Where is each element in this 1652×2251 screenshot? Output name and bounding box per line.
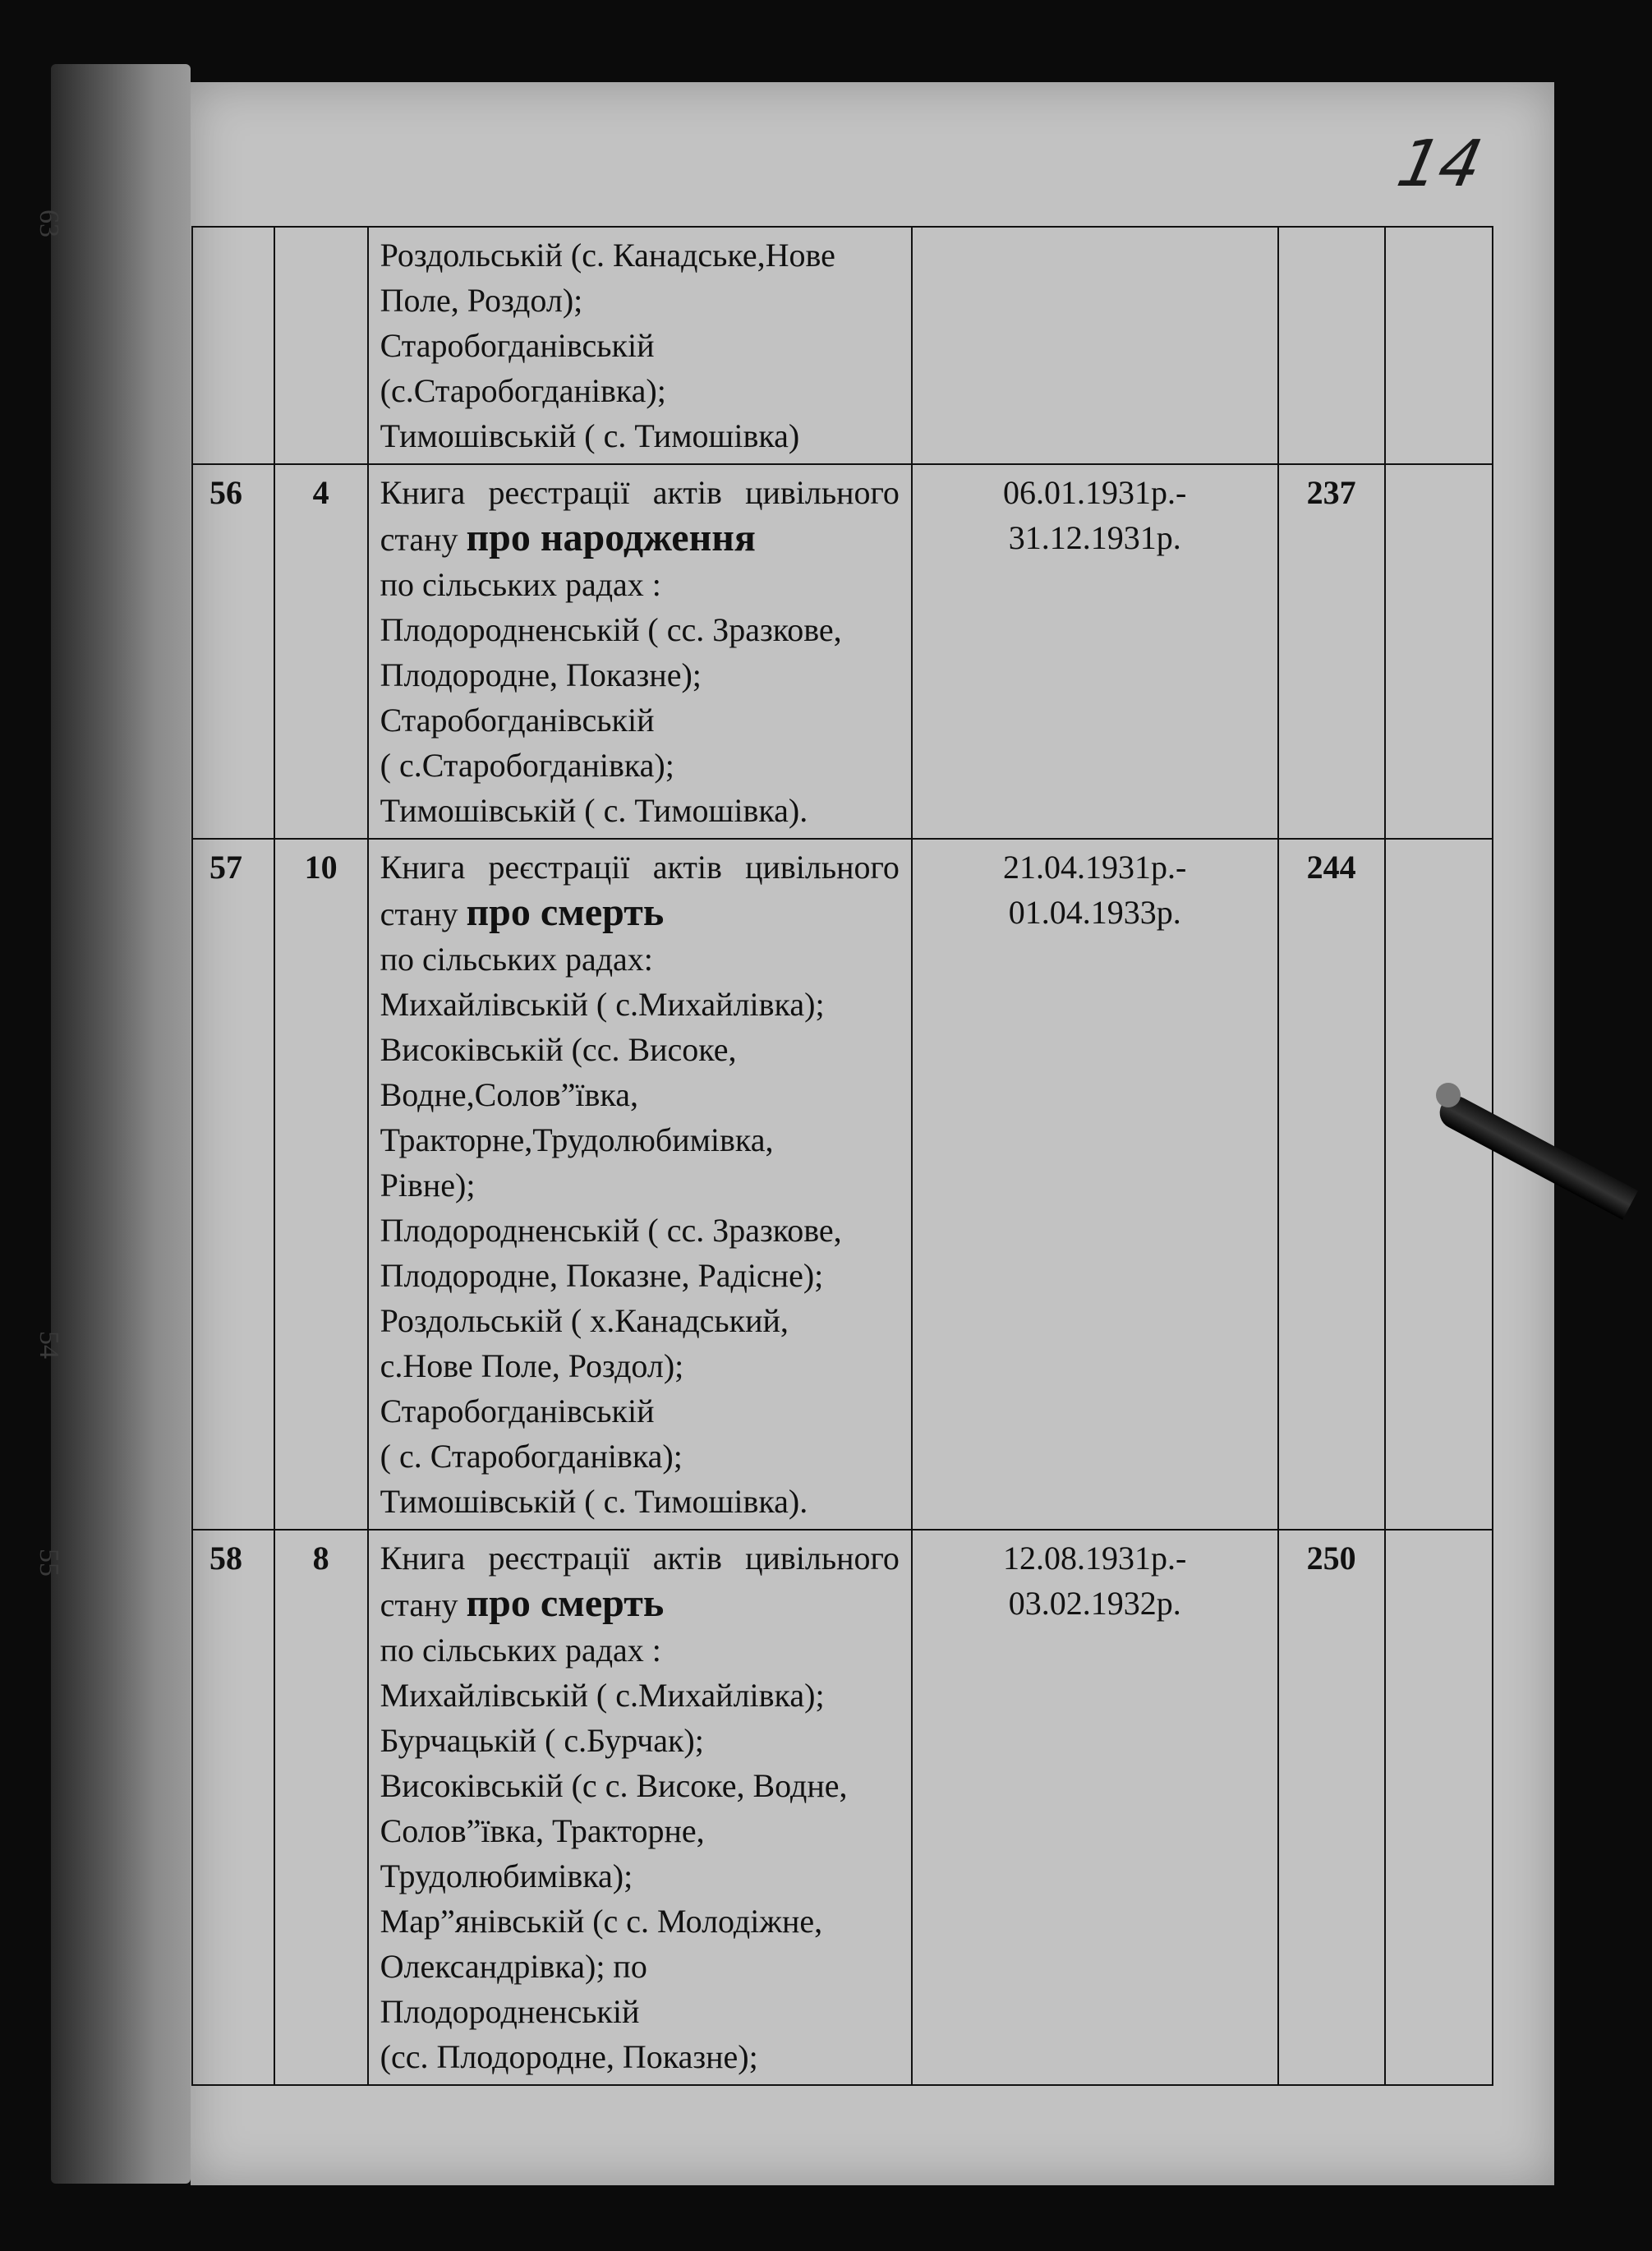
page-number: 14 (1391, 127, 1489, 201)
title-line: Високівській (сс. Високе, (380, 1031, 737, 1068)
title-line: Плодородне, Показне, Радісне); (380, 1257, 824, 1294)
title-line: по сільських радах: (380, 941, 653, 978)
title-line: Тракторне,Трудолюбимівка, (380, 1121, 774, 1158)
title-line: Трудолюбимівка); (380, 1857, 633, 1894)
record-dates: 21.04.1931р.- 01.04.1933р. (912, 839, 1278, 1530)
title-line: Поле, Роздол); (380, 282, 583, 319)
pen-tip (1436, 1083, 1461, 1107)
title-line: Мар”янівській (с с. Молодіжне, (380, 1903, 823, 1940)
title-line: по сільських радах : (380, 566, 661, 603)
title-emphasis: про смерть (466, 1581, 665, 1625)
table-row (192, 227, 1493, 464)
title-text: Книга реєстрації актів цивільного стану (380, 1540, 900, 1623)
title-line: Плодородненській (380, 1993, 640, 2030)
table-row (192, 839, 1493, 1530)
title-line: с.Нове Поле, Роздол); (380, 1347, 684, 1384)
record-title (368, 839, 912, 1530)
record-count: 8 (274, 1530, 368, 2085)
title-line: ( с.Старобогданівка); (380, 747, 674, 784)
record-number: 57 (192, 839, 274, 1530)
spine-mark: 55 (34, 1549, 64, 1577)
title-line: Водне,Солов”ївка, (380, 1076, 638, 1113)
record-pages: 250 (1278, 1530, 1385, 2085)
binding-spine (51, 64, 191, 2184)
title-line: Тимошівській ( с. Тимошівка). (380, 1483, 808, 1520)
title-line: Олександрівка); по (380, 1948, 647, 1985)
record-dates (912, 227, 1278, 464)
title-line: Плодородненській ( сс. Зразкове, (380, 611, 842, 648)
title-line: Тимошівській ( с. Тимошівка). (380, 792, 808, 829)
table-row (192, 1530, 1493, 2085)
document-page (191, 82, 1554, 2185)
title-line: Михайлівській ( с.Михайлівка); (380, 1677, 825, 1714)
record-title (368, 464, 912, 839)
table-row (192, 464, 1493, 839)
record-number: 56 (192, 464, 274, 839)
record-note (1385, 227, 1493, 464)
title-line: Солов”ївка, Тракторне, (380, 1812, 705, 1849)
record-title (368, 1530, 912, 2085)
record-dates: 12.08.1931р.- 03.02.1932р. (912, 1530, 1278, 2085)
title-line: (сс. Плодородне, Показне); (380, 2038, 758, 2075)
title-line: Роздольській ( х.Канадський, (380, 1302, 789, 1339)
title-line: Старобогданівській (380, 702, 655, 739)
title-line: Михайлівській ( с.Михайлівка); (380, 986, 825, 1023)
record-pages: 244 (1278, 839, 1385, 1530)
register-table (191, 226, 1493, 2086)
title-line: Старобогданівській (380, 327, 655, 364)
title-line: Рівне); (380, 1167, 476, 1204)
record-number: 58 (192, 1530, 274, 2085)
record-count (274, 227, 368, 464)
title-line: Роздольській (с. Канадське,Нове (380, 237, 835, 274)
record-pages (1278, 227, 1385, 464)
title-emphasis: про народження (466, 516, 756, 559)
record-dates: 06.01.1931р.- 31.12.1931р. (912, 464, 1278, 839)
record-note (1385, 1530, 1493, 2085)
title-line: Плодородненській ( сс. Зразкове, (380, 1212, 842, 1249)
title-text: Книга реєстрації актів цивільного стану (380, 474, 900, 558)
title-text: Книга реєстрації актів цивільного стану (380, 849, 900, 932)
title-line: (с.Старобогданівка); (380, 372, 666, 409)
record-count: 10 (274, 839, 368, 1530)
title-line: ( с. Старобогданівка); (380, 1438, 683, 1475)
title-line: Високівській (с с. Високе, Водне, (380, 1767, 848, 1804)
title-line: Бурчацькій ( с.Бурчак); (380, 1722, 704, 1759)
spine-mark: 63 (34, 209, 64, 237)
register-body (192, 227, 1493, 2085)
record-note (1385, 464, 1493, 839)
title-line: Тимошівській ( с. Тимошівка) (380, 417, 800, 454)
record-number (192, 227, 274, 464)
record-title (368, 227, 912, 464)
title-emphasis: про смерть (466, 891, 665, 934)
record-pages: 237 (1278, 464, 1385, 839)
spine-mark: 54 (34, 1331, 64, 1359)
title-line: по сільських радах : (380, 1632, 661, 1669)
record-count: 4 (274, 464, 368, 839)
title-line: Старобогданівській (380, 1392, 655, 1429)
record-note (1385, 839, 1493, 1530)
title-line: Плодородне, Показне); (380, 656, 702, 693)
